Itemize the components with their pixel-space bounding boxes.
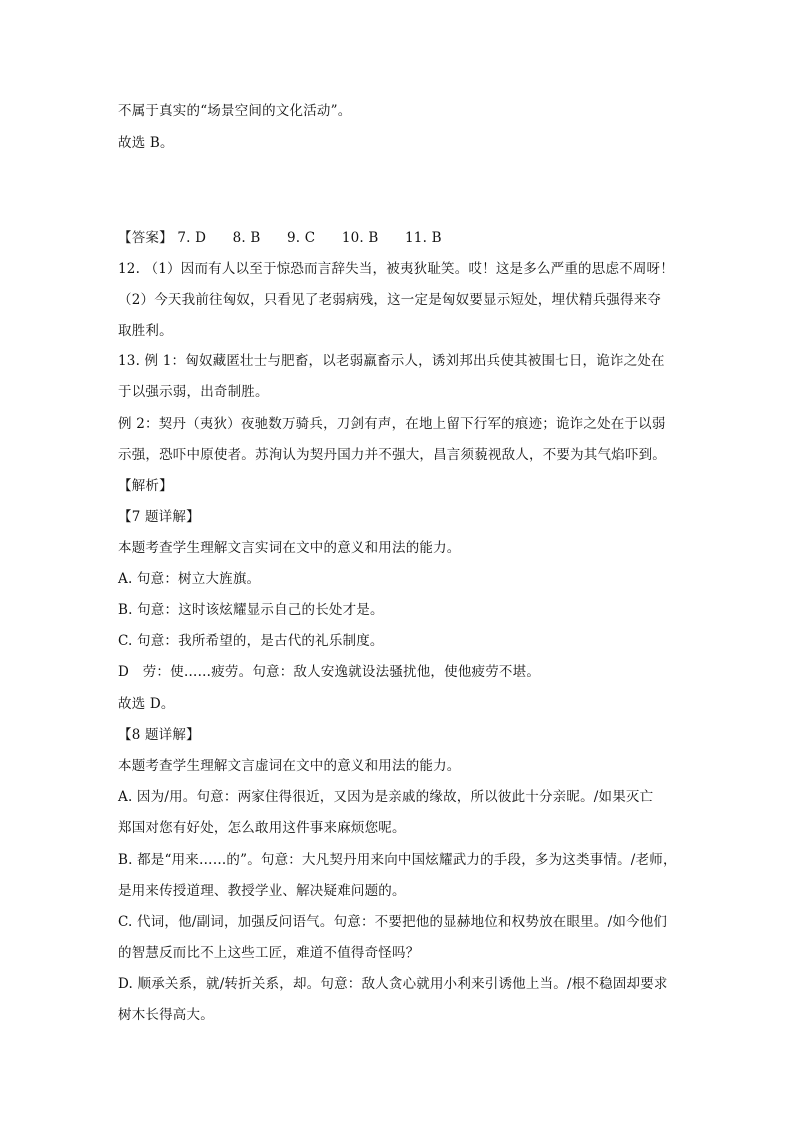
- answer-line: [118, 228, 442, 248]
- text-line: 示强，恐吓中原使者。苏洵认为契丹国力并不强大，昌言须藐视敌人，不要为其气焰吓到。: [118, 447, 666, 463]
- answer-item: 8. B: [232, 230, 261, 246]
- answer-tag: 【答案】: [118, 230, 173, 246]
- text-line: B. 句意：这时该炫耀显示自己的长处才是。: [118, 602, 384, 618]
- section-heading: 【7 题详解】: [118, 509, 200, 525]
- text-line: 树木长得高大。: [118, 1007, 214, 1023]
- text-line: 本题考查学生理解文言实词在文中的意义和用法的能力。: [118, 540, 461, 556]
- text-line: 是用来传授道理、教授学业、解决疑难问题的。: [118, 883, 406, 899]
- answer-item: 10. B: [341, 230, 379, 246]
- text-line: （2）今天我前往匈奴，只看见了老弱病残，这一定是匈奴要显示短处，埋伏精兵强得来夺: [118, 292, 662, 308]
- text-line: 故选 B。: [118, 135, 174, 151]
- answer-item: 11. B: [405, 230, 442, 246]
- answer-item: 9. C: [287, 230, 316, 246]
- text-line: 郑国对您有好处，怎么敢用这件事来麻烦您呢。: [118, 820, 406, 836]
- text-line: B. 都是“用来……的”。句意：大凡契丹用来向中国炫耀武力的手段，多为这类事情。/老师，: [118, 852, 677, 868]
- text-line: 本题考查学生理解文言虚词在文中的意义和用法的能力。: [118, 758, 461, 774]
- text-line: 不属于真实的“场景空间的文化活动”。: [118, 103, 352, 119]
- text-line: D 劳：使……疲劳。句意：敌人安逸就设法骚扰他，使他疲劳不堪。: [118, 664, 541, 680]
- section-heading: 【解析】: [118, 478, 173, 494]
- text-line: 13. 例 1：匈奴藏匿壮士与肥畜，以老弱羸畜示人，诱刘邦出兵使其被围七日，诡诈之处在: [118, 353, 665, 369]
- text-line: A. 句意：树立大旌旗。: [118, 571, 261, 587]
- text-line: 于以强示弱，出奇制胜。: [118, 384, 269, 400]
- text-line: A. 因为/用。句意：两家住得很近，又因为是亲戚的缘故，所以彼此十分亲昵。/如果灭亡: [118, 789, 654, 805]
- text-line: 例 2：契丹（夷狄）夜驰数万骑兵，刀剑有声，在地上留下行军的痕迹；诡诈之处在于以弱: [118, 416, 666, 432]
- text-line: 12. （1）因而有人以至于惊恐而言辞失当，被夷狄耻笑。哎！这是多么严重的思虑不周呀！: [118, 261, 674, 277]
- text-line: 的智慧反而比不上这些工匠，难道不值得奇怪吗？: [118, 945, 420, 961]
- text-line: C. 句意：我所希望的，是古代的礼乐制度。: [118, 633, 384, 649]
- section-heading: 【8 题详解】: [118, 727, 200, 743]
- text-line: 故选 D。: [118, 696, 175, 712]
- text-line: 取胜利。: [118, 323, 173, 339]
- answer-item: 7. D: [177, 230, 207, 246]
- text-line: D. 顺承关系，就/转折关系，却。句意：敌人贪心就用小利来引诱他上当。/根不稳固却要求: [118, 976, 668, 992]
- text-line: C. 代词，他/副词，加强反问语气。句意：不要把他的显赫地位和权势放在眼里。/如今他们: [118, 914, 668, 930]
